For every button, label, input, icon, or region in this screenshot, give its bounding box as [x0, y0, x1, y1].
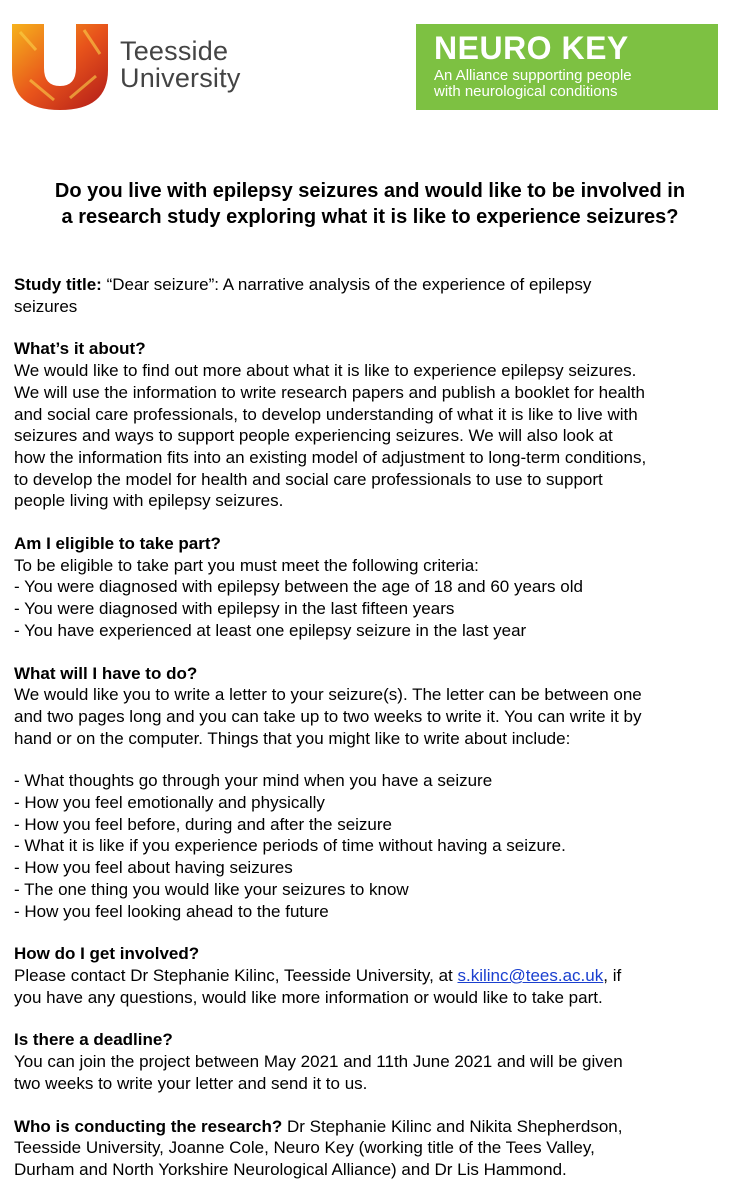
page-title-line: Do you live with epilepsy seizures and would like to be involved in: [54, 180, 686, 202]
todo-heading: What will I have to do?: [14, 663, 198, 683]
about-line: seizures and ways to support people experiencing seizures. We will also look at: [14, 426, 613, 446]
list-item: - How you feel about having seizures: [14, 858, 293, 878]
neuro-key-subtitle-line: An Alliance supporting people: [434, 67, 632, 84]
conducting-text: Dr Stephanie Kilinc and Nikita Shepherdson,: [282, 1116, 623, 1136]
about-line: how the information fits into an existing model of adjustment to long-term conditions,: [14, 447, 647, 467]
teesside-u-emblem-icon: [10, 20, 110, 112]
list-item: - How you feel looking ahead to the future: [14, 901, 329, 921]
about-line: to develop the model for health and social care professionals to use to support: [14, 469, 603, 489]
involved-section: [14, 943, 730, 1008]
about-heading: What’s it about?: [14, 339, 146, 359]
neuro-key-subtitle-line: with neurological conditions: [434, 83, 618, 100]
teesside-university-logo: [10, 20, 270, 112]
list-item: - What it is like if you experience periods of time without having a seizure.: [14, 836, 566, 856]
deadline-section: [14, 1029, 730, 1094]
involved-text: , if: [603, 965, 622, 985]
conducting-section: [14, 1116, 730, 1181]
list-item: - What thoughts go through your mind when you have a seizure: [14, 771, 493, 791]
about-section: [14, 338, 730, 512]
involved-line: [14, 965, 730, 987]
about-line: We will use the information to write research papers and publish a booklet for health: [14, 382, 645, 402]
eligibility-line: - You were diagnosed with epilepsy in the last fifteen years: [14, 599, 455, 619]
study-title-section: [14, 274, 730, 317]
study-title-line: [14, 274, 730, 296]
neuro-key-subtitle: [434, 68, 632, 100]
conducting-line: Durham and North Yorkshire Neurological Alliance) and Dr Lis Hammond.: [14, 1159, 567, 1179]
list-item: - How you feel emotionally and physically: [14, 793, 325, 813]
involved-heading: How do I get involved?: [14, 944, 200, 964]
todo-intro-line: We would like you to write a letter to your seizure(s). The letter can be between one: [14, 685, 642, 705]
eligibility-line: To be eligible to take part you must meet the following criteria:: [14, 555, 479, 575]
involved-line: you have any questions, would like more information or would like to take part.: [14, 987, 603, 1007]
conducting-line: Teesside University, Joanne Cole, Neuro Key (working title of the Tees Valley,: [14, 1138, 595, 1158]
involved-text: Please contact Dr Stephanie Kilinc, Teesside University, at: [14, 965, 458, 985]
study-title-label: Study title:: [14, 275, 102, 294]
document-body: [14, 274, 730, 1181]
neuro-key-logo: [416, 24, 718, 110]
deadline-heading: Is there a deadline?: [14, 1030, 173, 1050]
about-line: people living with epilepsy seizures.: [14, 491, 284, 511]
page-title: [14, 178, 726, 230]
university-word: University: [120, 63, 241, 93]
eligibility-line: - You were diagnosed with epilepsy between the age of 18 and 60 years old: [14, 577, 583, 597]
todo-intro-line: hand or on the computer. Things that you might like to write about include:: [14, 728, 571, 748]
list-item: - How you feel before, during and after the seizure: [14, 814, 392, 834]
eligibility-heading: Am I eligible to take part?: [14, 534, 221, 554]
eligibility-section: [14, 533, 730, 642]
teesside-word: Teesside: [120, 36, 229, 66]
study-title-text: “Dear seizure”: A narrative analysis of the experience of epilepsy: [101, 275, 592, 294]
deadline-line: You can join the project between May 2021 and 11th June 2021 and will be given: [14, 1052, 623, 1072]
eligibility-line: - You have experienced at least one epilepsy seizure in the last year: [14, 620, 527, 640]
todo-list: [14, 770, 730, 922]
list-item: - The one thing you would like your seizures to know: [14, 879, 409, 899]
conducting-label: Who is conducting the research?: [14, 1116, 283, 1136]
contact-email-link[interactable]: s.kilinc@tees.ac.uk: [457, 965, 604, 985]
todo-intro-line: and two pages long and you can take up to two weeks to write it. You can write it by: [14, 706, 642, 726]
study-title-text-cont: seizures: [14, 296, 78, 316]
neuro-key-title: NEURO KEY: [434, 30, 629, 66]
about-line: We would like to find out more about what it is like to experience epilepsy seizures.: [14, 361, 637, 381]
deadline-line: two weeks to write your letter and send it to us.: [14, 1073, 368, 1093]
conducting-line: [14, 1116, 730, 1138]
about-line: and social care professionals, to develop understanding of what it is like to live with: [14, 404, 638, 424]
page-title-line: a research study exploring what it is like to experience seizures?: [61, 206, 679, 228]
todo-section: [14, 663, 730, 750]
